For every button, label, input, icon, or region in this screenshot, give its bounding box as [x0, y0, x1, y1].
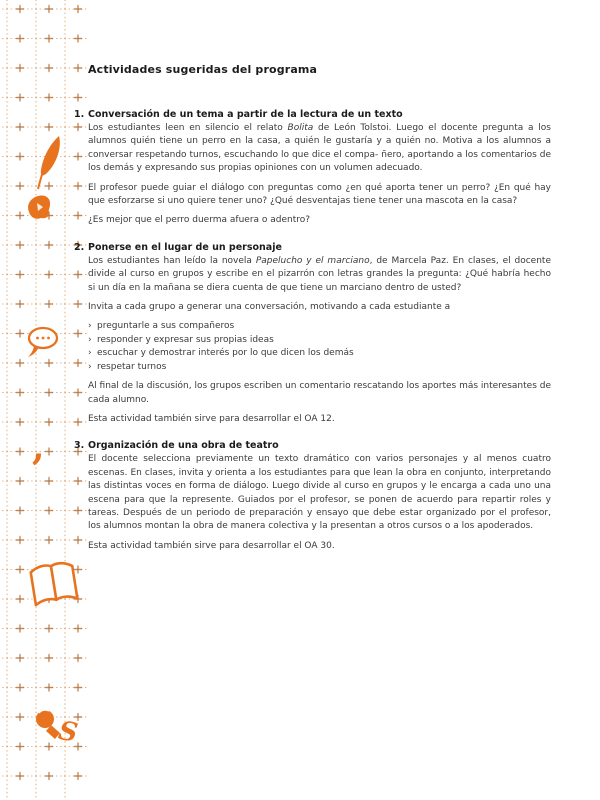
comma-icon: ,: [32, 426, 45, 468]
activity-title: Ponerse en el lugar de un personaje: [88, 241, 282, 253]
activity-title: Organización de una obra de teatro: [88, 440, 279, 452]
bullet-item: [88, 361, 551, 374]
bullet-text: respetar turnos: [97, 361, 167, 372]
paragraph: El profesor puede guiar el diálogo con preguntas como ¿en qué aporta tener un perro? ¿En qué hay que esforzarse si uno quiere tener uno? ¿Qué desventajas tiene tener una mascota en la casa?: [88, 182, 551, 207]
activity-3: [74, 439, 551, 553]
bullet-item: [88, 320, 551, 333]
activity-title: Conversación de un tema a partir de la lectura de un texto: [88, 109, 403, 120]
paragraph: Esta actividad también sirve para desarrollar el OA 12.: [88, 413, 335, 424]
bullet-text: preguntarle a sus compañeros: [97, 321, 235, 332]
paragraph: Los estudiantes leen en silencio el relato Bolita de León Tolstoi. Luego el docente pregunta a los alumnos quién tiene un perro en la casa, a quién le gustaría y a quién no. Motiva a los alumnos a conversar respetando turnos, escuchando lo que dice el compa- ñero, aportando a los comentarios de los demás y expresando sus propias opiniones con un volumen adecuado.: [88, 123, 551, 174]
activity-2: [74, 241, 551, 426]
bullet-text: escuchar y demostrar interés por lo que dicen los demás: [97, 348, 354, 359]
activity-number: 3.: [74, 440, 85, 452]
paragraph: Los estudiantes han leído la novela Papelucho y el marciano, de Marcela Paz. En clases, el docente divide al curso en grupos y escribe en el pizarrón con letras grandes la pregunta: ¿Qué habría hecho si un día en la mañana se diera cuenta de que tiene un marciano dentro de usted?: [88, 255, 551, 293]
bullet-item: [88, 347, 551, 360]
activity-number: 2.: [74, 241, 85, 253]
bullet-marker: ›: [88, 321, 92, 332]
activity-1: [74, 108, 551, 228]
bullet-marker: ›: [88, 334, 92, 345]
paragraph: Al final de la discusión, los grupos escriben un comentario rescatando los aportes más interesantes de cada alumno.: [88, 381, 551, 405]
page-title: Actividades sugeridas del programa: [88, 63, 318, 76]
paragraph: ¿Es mejor que el perro duerma afuera o adentro?: [88, 215, 311, 226]
content-area: [74, 63, 551, 566]
paragraph: Invita a cada grupo a generar una conversación, motivando a cada estudiante a: [88, 302, 451, 313]
bullet-marker: ›: [88, 361, 92, 372]
bullet-list: [88, 320, 551, 374]
paragraph: El docente selecciona previamente un texto dramático con varios personajes y al menos cuatro escenas. En clases, invita y orienta a los estudiantes para que lean la obra en conjunto, interpretando las distintas voces en forma de diálogo. Luego divide al curso en grupos y le encarga a cada uno una escena para que la represente. Guiados por el profesor, se ponen de acuerdo para repartir roles y tareas. Después de un periodo de preparación y ensayo que debe estar organizado por el profesor, los alumnos montan la obra de manera colectiva y la presentan a otros cursos o a los apoderados.: [88, 454, 551, 532]
bullet-text: responder y expresar sus propias ideas: [97, 334, 274, 345]
bullet-item: [88, 334, 551, 347]
s-squiggle-icon: S: [56, 715, 80, 749]
activity-number: 1.: [74, 109, 85, 120]
bullet-marker: ›: [88, 348, 92, 359]
paragraph: Esta actividad también sirve para desarrollar el OA 30.: [88, 540, 335, 551]
